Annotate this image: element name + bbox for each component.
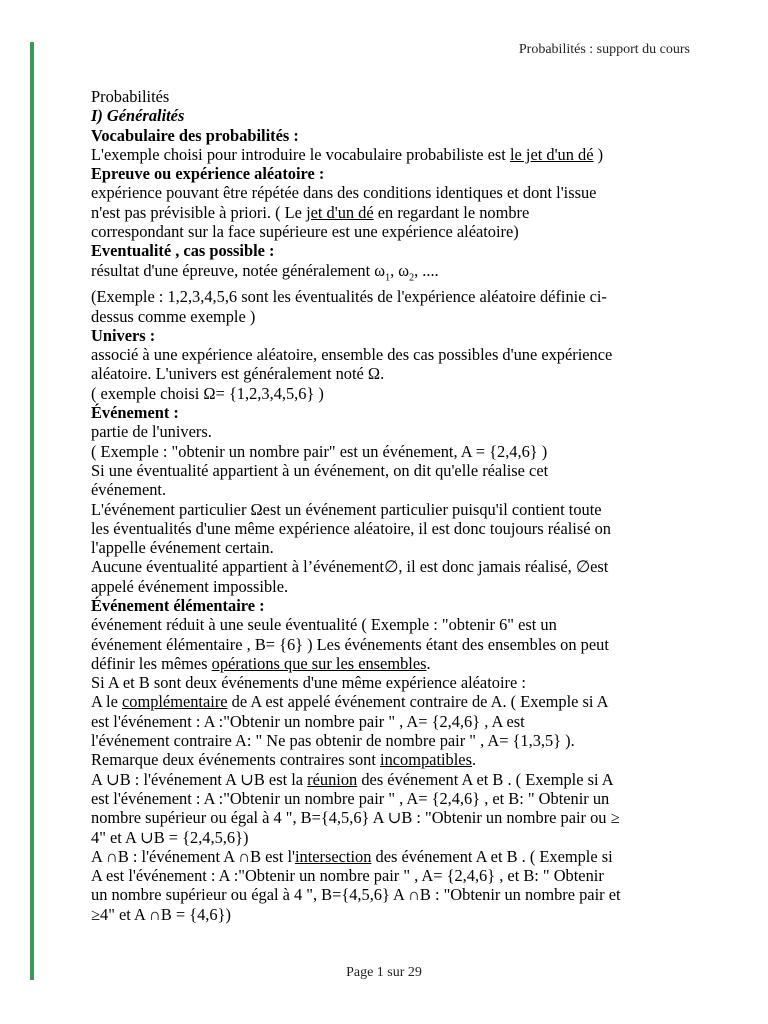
paragraph-line: partie de l'univers.	[91, 422, 212, 442]
paragraph-line: appelé événement impossible.	[91, 576, 289, 596]
paragraph-line: l'événement contraire A: " Ne pas obtenir de nombre pair " , A= {1,3,5} ).	[91, 731, 575, 751]
paragraph-line: Remarque deux événements contraires sont incompatibles.	[91, 750, 477, 770]
page-header: Probabilités : support du cours	[518, 42, 690, 57]
margin-bar	[30, 42, 34, 980]
paragraph-line: ( Exemple : "obtenir un nombre pair" est un événement, A = {2,4,6} )	[91, 441, 548, 461]
paragraph-line: associé à une expérience aléatoire, ensemble des cas possibles d'une expérience	[91, 345, 613, 365]
paragraph-line: événement réduit à une seule éventualité ( Exemple : "obtenir 6" est un	[91, 615, 557, 635]
paragraph-line: l'appelle événement certain.	[91, 538, 274, 558]
paragraph-line: les éventualités d'une même expérience aléatoire, il est donc toujours réalisé on	[91, 518, 611, 538]
univers-heading: Univers :	[91, 325, 156, 345]
paragraph-line: nombre supérieur ou égal à 4 ", B={4,5,6} A ∪B : "Obtenir un nombre pair ou ≥	[91, 808, 620, 828]
paragraph-line: ( exemple choisi Ω= {1,2,3,4,5,6} )	[91, 383, 324, 403]
paragraph-line: n'est pas prévisible à priori. ( Le jet d'un dé en regardant le nombre	[91, 202, 530, 222]
paragraph-line: événement élémentaire , B= {6} ) Les événements étant des ensembles on peut	[91, 634, 609, 654]
paragraph-line: Si A et B sont deux événements d'une même expérience aléatoire :	[91, 673, 526, 693]
paragraph-line: expérience pouvant être répétée dans des conditions identiques et dont l'issue	[91, 183, 597, 203]
vocab-heading: Vocabulaire des probabilités :	[91, 125, 299, 145]
paragraph-line: 4" et A ∪B = {2,4,5,6})	[91, 827, 249, 847]
paragraph-line: définir les mêmes opérations que sur les ensembles.	[91, 653, 431, 673]
paragraph-line: correspondant sur la face supérieure est une expérience aléatoire)	[91, 222, 519, 242]
paragraph-line: A ∩B : l'événement A ∩B est l'intersection des événement A et B . ( Exemple si	[91, 846, 613, 866]
paragraph-line: Si une éventualité appartient à un événement, on dit qu'elle réalise cet	[91, 460, 549, 480]
epreuve-heading: Epreuve ou expérience aléatoire :	[91, 164, 325, 184]
page-number: Page 1 sur 29	[346, 965, 422, 980]
paragraph-line: est l'événement : A :"Obtenir un nombre pair " , A= {2,4,6} , et B: " Obtenir un	[91, 788, 610, 808]
paragraph-line: A le complémentaire de A est appelé événement contraire de A. ( Exemple si A	[91, 692, 609, 712]
evenement-elementaire-heading: Événement élémentaire :	[91, 596, 265, 615]
paragraph-line: un nombre supérieur ou égal à 4 ", B={4,5,6} A ∩B : "Obtenir un nombre pair et	[91, 885, 621, 905]
paragraph-line: événement.	[91, 480, 167, 500]
paragraph-line: Aucune éventualité appartient à l’événement∅, il est donc jamais réalisé, ∅est	[91, 557, 609, 577]
document-body	[91, 87, 703, 924]
paragraph-line: est l'événement : A :"Obtenir un nombre pair " , A= {2,4,6} , A est	[91, 711, 525, 731]
paragraph-line: A est l'événement : A :"Obtenir un nombre pair " , A= {2,4,6} , et B: " Obtenir	[91, 866, 604, 886]
intro-line: L'exemple choisi pour introduire le vocabulaire probabiliste est le jet d'un dé )	[91, 144, 604, 164]
evenement-heading: Événement :	[91, 403, 179, 423]
paragraph-line: A ∪B : l'événement A ∪B est la réunion des événement A et B . ( Exemple si A	[91, 769, 614, 789]
paragraph-line: aléatoire. L'univers est généralement noté Ω.	[91, 364, 385, 384]
doc-title: Probabilités	[91, 87, 170, 106]
paragraph-line: L'événement particulier Ωest un événement particulier puisqu'il contient toute	[91, 499, 602, 519]
paragraph-line: ≥4" et A ∩B = {4,6})	[91, 904, 231, 924]
section-heading: I) Généralités	[91, 106, 185, 126]
paragraph-line: (Exemple : 1,2,3,4,5,6 sont les éventualités de l'expérience aléatoire définie ci-	[91, 287, 607, 307]
eventualite-heading: Eventualité , cas possible :	[91, 241, 275, 261]
paragraph-line: résultat d'une épreuve, notée généralement $\omega_1$, $\omega_2$, ....	[91, 260, 439, 283]
paragraph-line: dessus comme exemple )	[91, 306, 256, 326]
